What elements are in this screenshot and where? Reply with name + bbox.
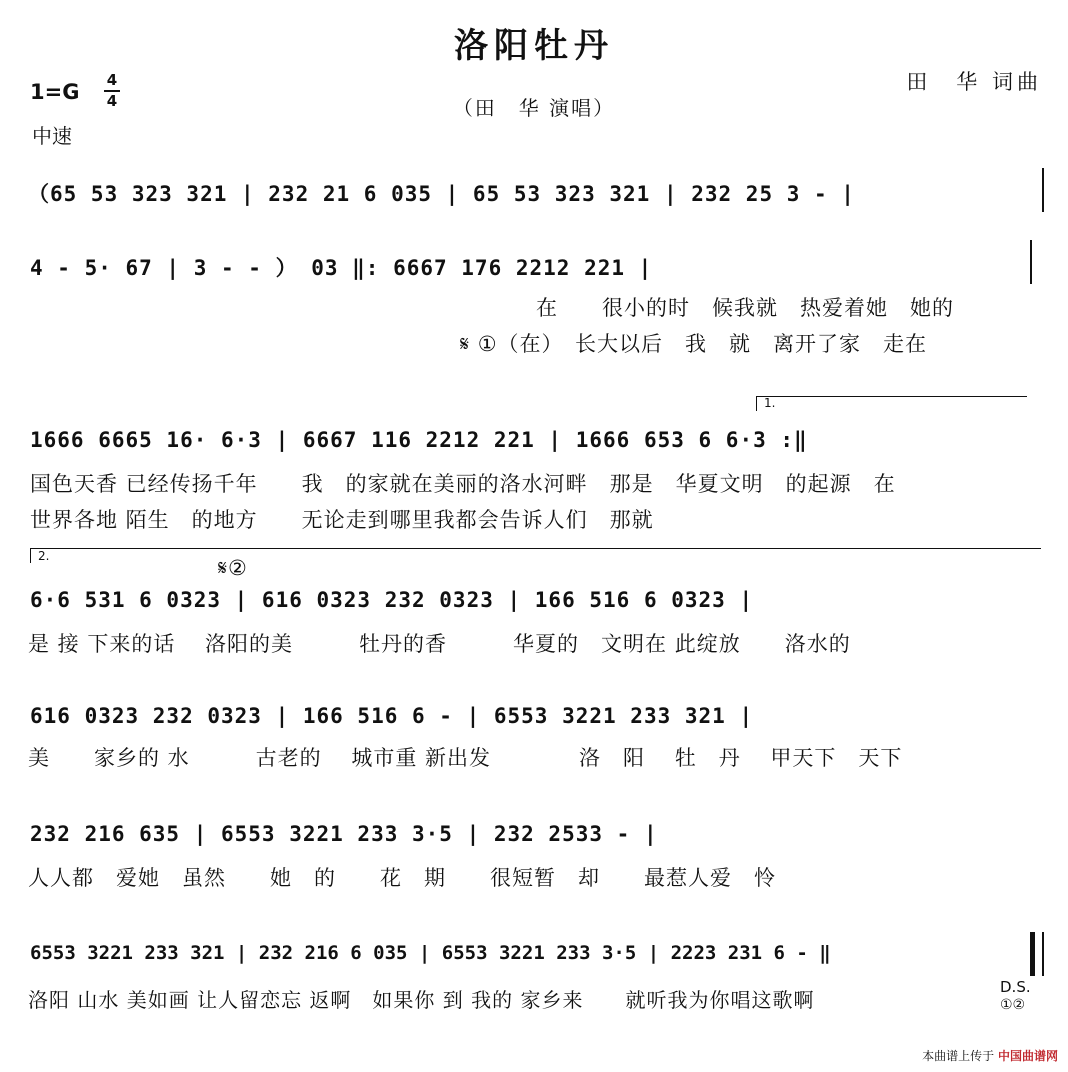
time-signature [104,72,120,110]
tempo-marking: 中速 [32,124,72,148]
time-signature-bottom: 4 [106,92,118,110]
score-row-3-lyrics-verse2: 世界各地 陌生 的地方 无论走到哪里我都会告诉人们 那就 [30,508,654,532]
volta-1-label: 1. [764,396,776,410]
key-signature: 1=G [30,80,80,104]
time-signature-top: 4 [106,71,118,89]
score-row-2-notes: 4 - 5· 67 | 3 - - ） 03 ‖: 6667 176 2212 221 | [30,256,653,280]
segno-2-mark: 𝄋② [218,556,248,580]
score-row-4-lyrics: 是 接 下来的话 洛阳的美 牡丹的香 华夏的 文明在 此绽放 洛水的 [28,632,851,656]
score-row-7-lyrics: 洛阳 山水 美如画 让人留恋忘 返啊 如果你 到 我的 家乡来 就听我为你唱这歌啊 [28,988,815,1012]
final-barline-thin [1042,932,1044,976]
volta-1-bracket [756,396,1027,411]
song-title: 洛阳牡丹 [454,26,614,66]
score-row-5-lyrics: 美 家乡的 水 古老的 城市重 新出发 洛 阳 牡 丹 甲天下 天下 [28,746,903,770]
score-row-3-lyrics-verse1: 国色天香 已经传扬千年 我 的家就在美丽的洛水河畔 那是 华夏文明 的起源 在 [30,472,896,496]
score-row-2-lyrics-verse1: 在 很小的时 候我就 热爱着她 她的 [536,296,954,320]
final-barline-thick [1030,932,1035,976]
dal-segno-endings: ①② [1000,997,1026,1013]
row-2-end-barline [1030,240,1032,284]
score-row-6-lyrics: 人人都 爱她 虽然 她 的 花 期 很短暂 却 最惹人爱 怜 [28,866,776,890]
upload-credit [922,1047,1058,1064]
score-row-7-notes: 6553 3221 233 321 | 232 216 6 035 | 6553 3221 233 3·5 | 2223 231 6 - ‖ [30,942,831,964]
score-row-4-notes: 6·6 531 6 0323 | 616 0323 232 0323 | 166 516 6 0323 | [30,588,754,612]
score-row-3-notes: 1666 6665 16· 6·3 | 6667 116 2212 221 | 1666 653 6 6·3 :‖ [30,428,808,452]
dal-segno-mark: D.S. [1000,978,1031,996]
volta-2-bracket [30,548,1041,563]
row-1-end-barline [1042,168,1044,212]
site-brand: 中国曲谱网 [997,1049,1058,1063]
performer-subtitle: （田 华 演唱） [452,96,616,120]
volta-2-label: 2. [38,549,50,563]
composer-credit: 田 华 词曲 [906,70,1042,94]
score-row-1-notes: （65 53 323 321 | 232 21 6 035 | 65 53 323 321 | 232 25 3 - | [28,182,855,206]
score-row-6-notes: 232 216 635 | 6553 3221 233 3·5 | 232 2533 - | [30,822,658,846]
upload-text: 本曲谱上传于 [922,1049,995,1063]
score-row-2-lyrics-verse2: 𝄋 ①（在） 长大以后 我 就 离开了家 走在 [460,332,928,356]
score-row-5-notes: 616 0323 232 0323 | 166 516 6 - | 6553 3221 233 321 | [30,704,754,728]
